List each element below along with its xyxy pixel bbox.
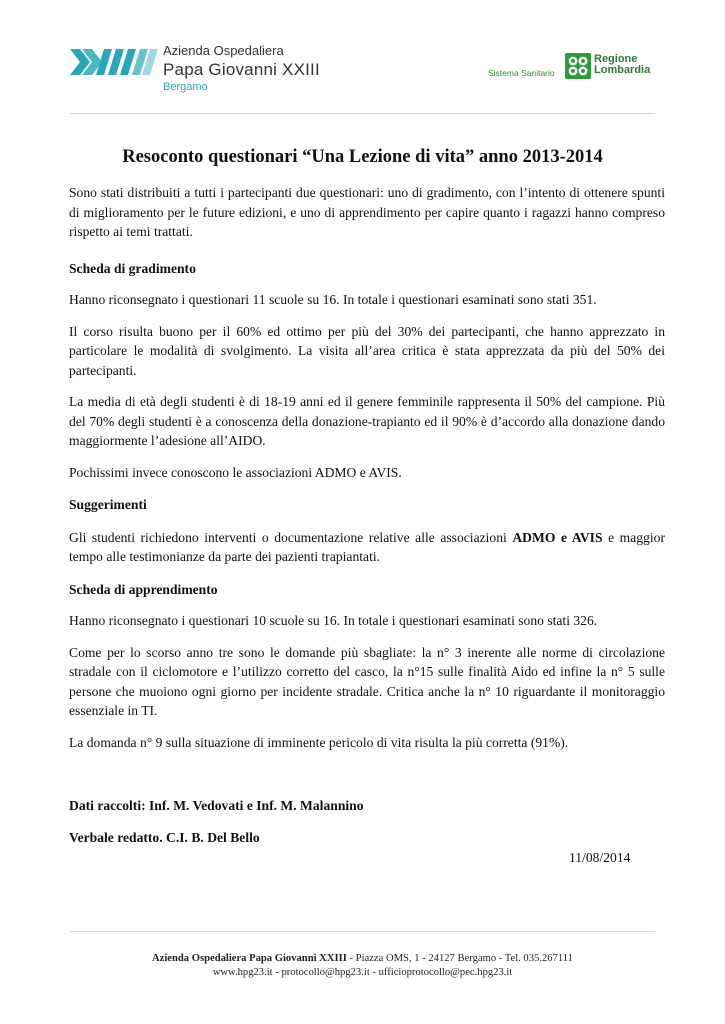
footer-contacts: www.hpg23.it - protocollo@hpg23.it - ufficioprotocollo@pec.hpg23.it — [212, 967, 513, 978]
intro-paragraph: Sono stati distribuiti a tutti i partecipanti due questionari: uno di gradimento, con l’intento di ottenere spunti di miglioramento per le future edizioni, e uno di apprendimento per capire quanto i ragazzi hanno compreso rispetto ai temi trattati. — [69, 185, 665, 239]
document-date: 11/08/2014 — [569, 850, 631, 865]
letterhead — [0, 0, 725, 120]
apprendimento-paragraph-3: La domanda n° 9 sulla situazione di imminente pericolo di vita risulta la più corretta (91%). — [69, 734, 569, 750]
gradimento-paragraph-2: Il corso risulta buono per il 60% ed ottimo per più del 30% dei partecipanti, che hanno apprezzato in particolare le modalità di svolgimento. La visita all’area critica è stata apprezzata da più del 50% dei partecipanti. — [69, 323, 665, 378]
hospital-logo-icon — [70, 49, 158, 75]
suggerimenti-text-1: Gli studenti richiedono interventi o documentazione relative alle associazioni — [69, 529, 513, 545]
org-name-line2: Papa Giovanni XXIII — [163, 60, 320, 79]
region-name — [594, 54, 650, 76]
suggerimenti-text-2: e maggior tempo alle testimonianze da parte dei pazienti trapiantati. — [69, 529, 665, 564]
document-body — [69, 183, 665, 847]
report-author: Verbale redatto. C.I. B. Del Bello — [69, 829, 260, 845]
gradimento-paragraph-1: Hanno riconsegnato i questionari 11 scuole su 16. In totale i questionari esaminati sono stati 351. — [69, 292, 597, 307]
region-lombardia-emblem-icon — [565, 53, 591, 79]
suggerimenti-associations: ADMO e AVIS — [512, 529, 603, 545]
header-divider — [70, 113, 655, 114]
suggerimenti-heading: Suggerimenti — [69, 497, 147, 512]
sistema-sanitario-label: Sistema Sanitario — [488, 68, 555, 78]
gradimento-paragraph-3: La media di età degli studenti è di 18-19 anni ed il genere femminile rappresenta il 50% del campione. Più del 70% degli studenti è a conoscenza della donazione-trapianto ed il 90% è d’accordo alla donazione dando maggiormente l’adesione all’AIDO. — [69, 394, 665, 448]
document-title: Resoconto questionari “Una Lezione di vita” anno 2013-2014 — [122, 147, 603, 167]
suggerimenti-paragraph — [69, 528, 665, 567]
apprendimento-paragraph-2: Come per lo scorso anno tre sono le domande più sbagliate: la n° 3 inerente alle norme di circolazione stradale con il ciclomotore e l’utilizzo corretto del casco, la n°15 sulle finalità Aido ed infine la n° 5 sulle persone che muoiono ogni giorno per incidente stradale. Critica anche la n° 10 riguardante il monitoraggio essenziale in TI. — [69, 644, 665, 718]
footer-org-name: Azienda Ospedaliera Papa Giovanni XXIII — [152, 953, 347, 964]
org-name-line1: Azienda Ospedaliera — [163, 43, 284, 58]
organization-name — [163, 44, 320, 93]
data-collectors: Dati raccolti: Inf. M. Vedovati e Inf. M. Malannino — [69, 798, 364, 813]
gradimento-heading: Scheda di gradimento — [69, 260, 196, 276]
region-name-line1: Regione — [594, 53, 638, 65]
footer-address-line — [0, 952, 725, 966]
footer-divider — [70, 931, 655, 932]
apprendimento-paragraph-1: Hanno riconsegnato i questionari 10 scuole su 16. In totale i questionari esaminati sono stati 326. — [69, 613, 598, 628]
apprendimento-heading: Scheda di apprendimento — [69, 581, 218, 597]
org-city: Bergamo — [163, 81, 208, 93]
region-name-line2: Lombardia — [594, 64, 651, 76]
page-footer — [0, 952, 725, 980]
gradimento-paragraph-4: Pochissimi invece conoscono le associazioni ADMO e AVIS. — [69, 464, 402, 480]
footer-address: - Piazza OMS, 1 - 24127 Bergamo - Tel. 035.267111 — [346, 953, 573, 964]
